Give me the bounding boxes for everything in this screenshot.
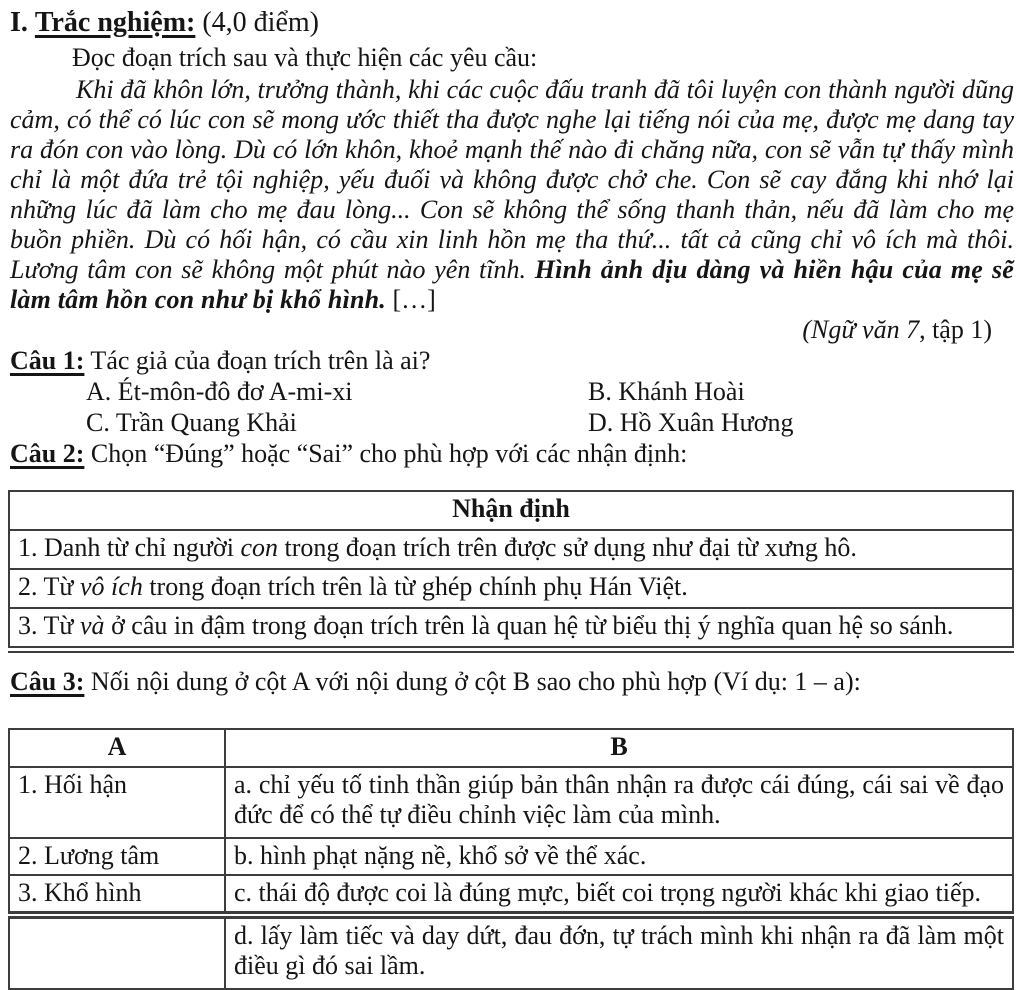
statements-table (8, 490, 1014, 653)
statement-2-post: trong đoạn trích trên là từ ghép chính phụ Hán Việt. (142, 572, 688, 601)
passage-text (10, 75, 1014, 315)
question-3-label: Câu 3: (10, 667, 85, 696)
matching-header-row (9, 729, 1013, 767)
question-1-text: Tác giả của đoạn trích trên là ai? (84, 346, 431, 375)
passage-ellipsis: […] (386, 285, 436, 314)
passage-bold-sentence: Hình ảnh dịu dàng và hiền hậu của mẹ sẽ làm tâm hồn con như bị khổ hình. (10, 255, 1014, 314)
source-title: (Ngữ văn 7 (802, 315, 920, 344)
statement-2-pre: 2. Từ (18, 572, 81, 601)
statement-3-post: ở câu in đậm trong đoạn trích trên là quan hệ từ biểu thị ý nghĩa quan hệ so sánh. (104, 611, 954, 640)
match-1-a: 1. Hối hận (9, 767, 225, 838)
option-d: D. Hồ Xuân Hương (588, 408, 794, 437)
column-a-header: A (9, 729, 225, 767)
options-row-2 (86, 407, 1014, 438)
match-1-b: a. chỉ yếu tố tinh thần giúp bản thân nhận ra được cái đúng, cái sai về đạo đức để có thể tự điều chỉnh việc làm của mình. (225, 767, 1013, 838)
match-3-a: 3. Khổ hình (9, 875, 225, 915)
question-3-text: Nối nội dung ở cột A với nội dung ở cột B sao cho phù hợp (Ví dụ: 1 – a): (84, 667, 861, 696)
statement-2 (9, 569, 1013, 608)
statements-header-row (9, 491, 1013, 530)
statement-1-term: con (240, 533, 279, 562)
statement-row-2 (9, 569, 1013, 608)
match-4-a (9, 915, 225, 989)
question-1-options (86, 376, 1014, 438)
matching-row-1 (9, 767, 1013, 838)
match-2-b: b. hình phạt nặng nề, khổ sở về thể xác. (225, 838, 1013, 875)
option-b: B. Khánh Hoài (588, 377, 745, 406)
section-heading (10, 6, 1014, 40)
matching-row-2 (9, 838, 1013, 875)
passage-body: Khi đã khôn lớn, trưởng thành, khi các cuộc đấu tranh đã tôi luyện con thành người dũng cảm, có thể có lúc con sẽ mong ước thiết tha được nghe lại tiếng nói của mẹ, được mẹ dang tay ra đón con vào lòng. Dù có lớn khôn, khoẻ mạnh thế nào đi chăng nữa, con sẽ vẫn tự thấy mình chỉ là một đứa trẻ tội nghiệp, yếu đuối và không được chở che. Con sẽ cay đắng khi nhớ lại những lúc đã làm cho mẹ đau lòng... Con sẽ không thể sống thanh thản, nếu đã làm cho mẹ buồn phiền. Dù có hối hận, có cầu xin linh hồn mẹ tha thứ... tất cả cũng chỉ vô ích mà thôi. Lương tâm con sẽ không một phút nào yên tĩnh. (10, 75, 1014, 284)
options-row-1 (86, 376, 1014, 407)
question-1-label: Câu 1: (10, 346, 85, 375)
statement-1-post: trong đoạn trích trên được sử dụng như đại từ xưng hô. (278, 533, 857, 562)
statement-1 (9, 530, 1013, 569)
matching-table (8, 728, 1014, 990)
statement-3 (9, 608, 1013, 650)
intro-line: Đọc đoạn trích sau và thực hiện các yêu cầu: (72, 43, 538, 72)
question-2-heading (10, 438, 1014, 469)
option-c: C. Trần Quang Khải (86, 408, 297, 437)
statement-3-term: và (80, 611, 105, 640)
matching-row-4 (9, 915, 1013, 989)
statement-1-pre: 1. Danh từ chỉ người (18, 533, 241, 562)
statement-row-3 (9, 608, 1013, 650)
matching-row-3 (9, 875, 1013, 915)
source-volume: , tập 1) (919, 315, 992, 344)
section-points: (4,0 điểm) (202, 7, 319, 38)
source-attribution (10, 315, 1014, 345)
statement-row-1 (9, 530, 1013, 569)
question-1-heading (10, 345, 1014, 376)
statement-2-term: vô ích (80, 572, 143, 601)
section-numeral: I. (10, 7, 28, 38)
match-3-b: c. thái độ được coi là đúng mực, biết coi trọng người khác khi giao tiếp. (225, 875, 1013, 915)
statements-header-cell: Nhận định (9, 491, 1013, 530)
column-b-header: B (225, 729, 1013, 767)
statement-3-pre: 3. Từ (18, 611, 81, 640)
question-2-label: Câu 2: (10, 439, 85, 468)
question-3-heading (10, 666, 1014, 697)
match-4-b: d. lấy làm tiếc và day dứt, đau đớn, tự trách mình khi nhận ra đã làm một điều gì đó sai lầm. (225, 915, 1013, 989)
match-2-a: 2. Lương tâm (9, 838, 225, 875)
option-a: A. Ét-môn-đô đơ A-mi-xi (86, 377, 353, 406)
section-title: Trắc nghiệm: (34, 7, 196, 38)
question-2-text: Chọn “Đúng” hoặc “Sai” cho phù hợp với các nhận định: (84, 439, 688, 468)
